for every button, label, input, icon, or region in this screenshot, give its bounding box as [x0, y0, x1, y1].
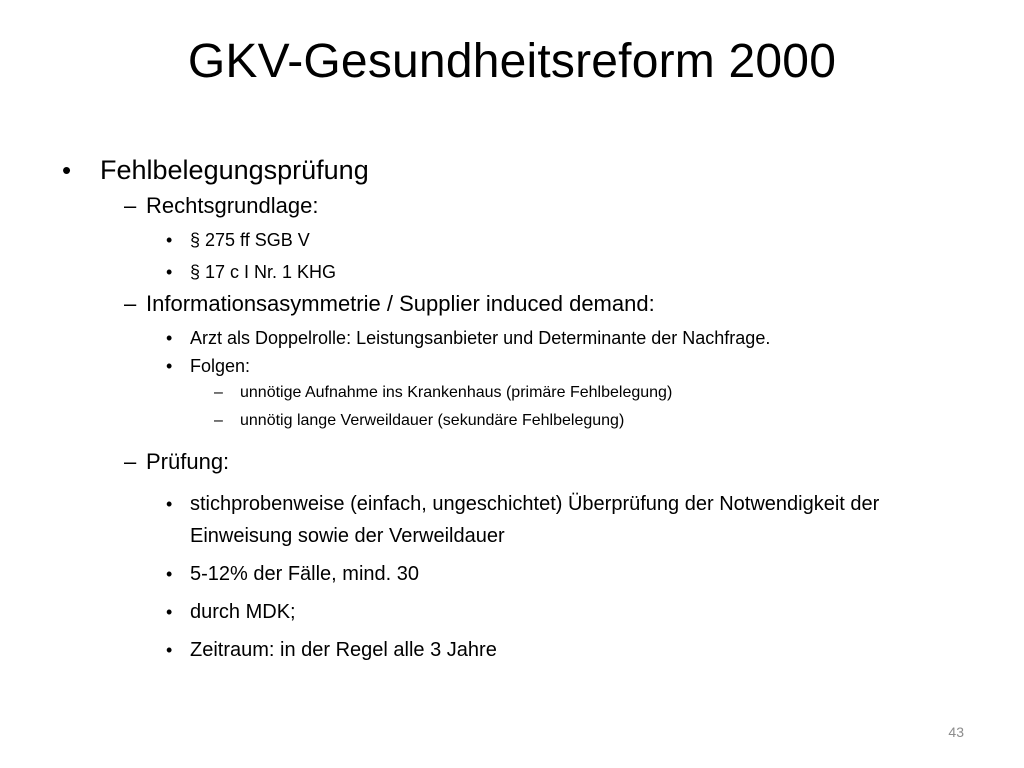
- bullet-marker: •: [166, 564, 173, 584]
- bullet-marker: •: [166, 494, 173, 514]
- bullet-text: Informationsasymmetrie / Supplier induced demand:: [146, 291, 655, 316]
- dash-marker: –: [214, 384, 223, 401]
- bullet-text: Arzt als Doppelrolle: Leistungsanbieter und Determinante der Nachfrage.: [190, 328, 771, 348]
- bullet-text: stichprobenweise (einfach, ungeschichtet) Überprüfung der Notwendigkeit der Einweisung sowie der Verweildauer: [190, 493, 880, 547]
- bullet-text: Prüfung:: [146, 449, 230, 474]
- slide-title: GKV-Gesundheitsreform 2000: [187, 35, 837, 88]
- bullet-text: Fehlbelegungsprüfung: [100, 155, 369, 185]
- bullet-text: Folgen:: [190, 356, 251, 376]
- bullet-text: unnötig lange Verweildauer (sekundäre Fehlbelegung): [240, 412, 625, 429]
- bullet-item-level3: [166, 228, 900, 250]
- bullet-item-level1: [62, 150, 900, 190]
- bullet-item-level3: [166, 326, 900, 348]
- bullet-item-level2: [124, 446, 900, 478]
- bullet-marker: •: [166, 230, 173, 250]
- bullet-marker: •: [166, 640, 173, 660]
- bullet-item-level3: [166, 354, 900, 376]
- bullet-item-level3: [166, 558, 900, 590]
- bullet-item-level4: [214, 382, 900, 404]
- bullet-text: Zeitraum: in der Regel alle 3 Jahre: [190, 639, 497, 661]
- bullet-marker: •: [166, 328, 173, 348]
- bullet-item-level3: [166, 260, 900, 282]
- bullet-text: 5-12% der Fälle, mind. 30: [190, 563, 420, 585]
- dash-marker: –: [214, 412, 223, 429]
- bullet-item-level3: [166, 488, 900, 552]
- page-number: 43: [948, 724, 964, 740]
- dash-marker: –: [124, 291, 137, 316]
- dash-marker: –: [124, 193, 137, 218]
- bullet-text: § 275 ff SGB V: [190, 230, 310, 250]
- bullet-text: § 17 c I Nr. 1 KHG: [190, 262, 337, 282]
- bullet-marker: •: [166, 262, 173, 282]
- bullet-item-level2: [124, 190, 900, 222]
- bullet-item-level2: [124, 288, 900, 320]
- bullet-marker: •: [166, 356, 173, 376]
- bullet-marker: •: [62, 155, 72, 185]
- bullet-item-level4: [214, 410, 900, 432]
- bullet-list: [62, 150, 900, 666]
- bullet-item-level3: [166, 634, 900, 666]
- bullet-item-level3: [166, 596, 900, 628]
- dash-marker: –: [124, 449, 137, 474]
- bullet-text: durch MDK;: [190, 601, 296, 623]
- bullet-text: unnötige Aufnahme ins Krankenhaus (primäre Fehlbelegung): [240, 384, 673, 401]
- bullet-marker: •: [166, 602, 173, 622]
- bullet-text: Rechtsgrundlage:: [146, 193, 319, 218]
